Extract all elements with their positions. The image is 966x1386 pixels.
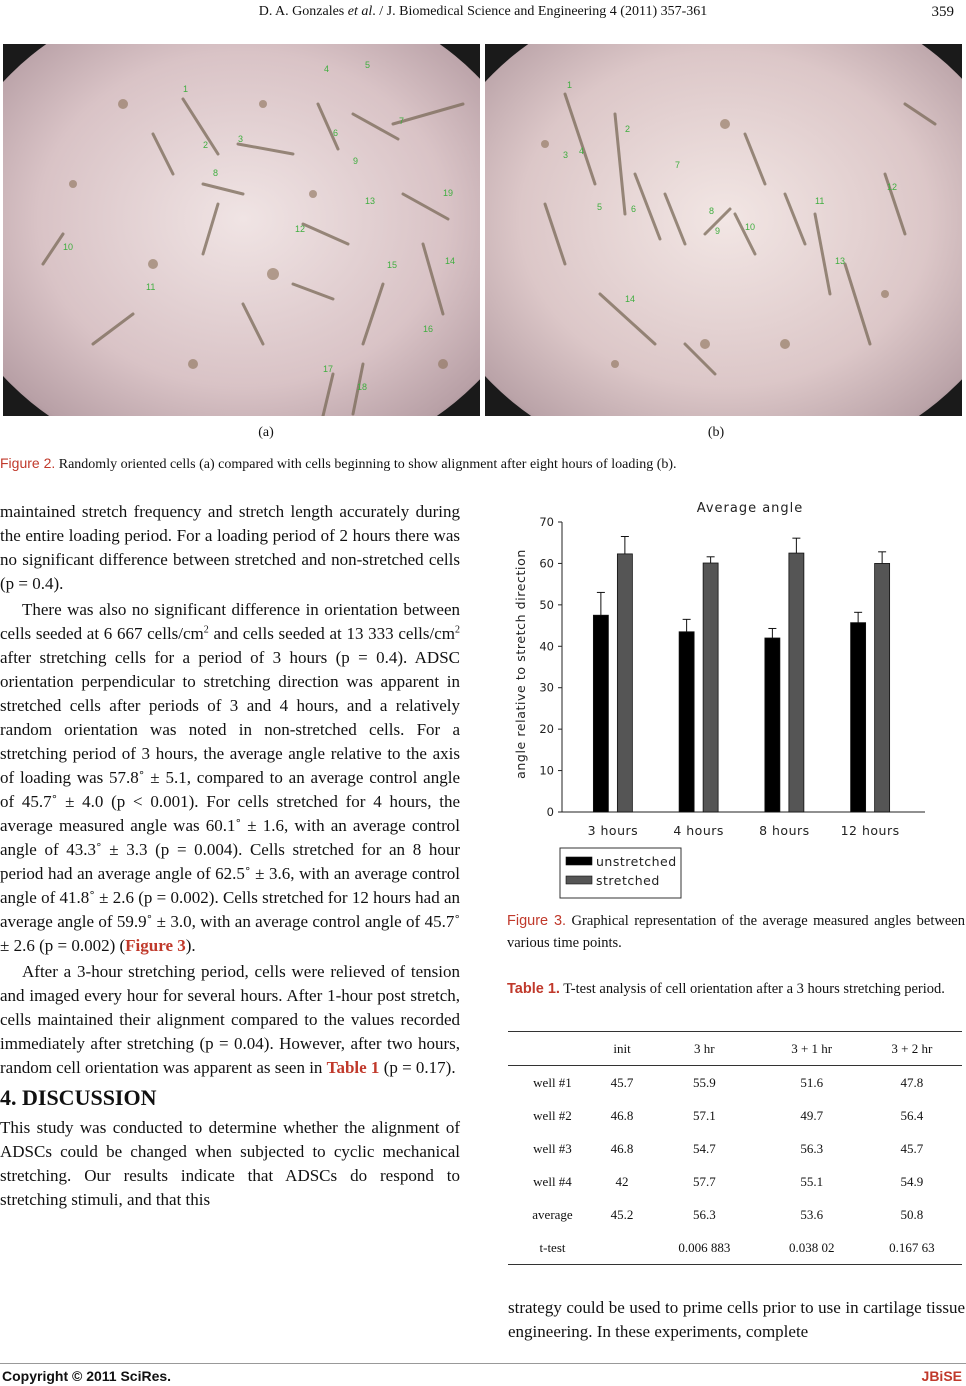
cell-number-a: 1 [183, 84, 189, 94]
bar-stretched [617, 554, 632, 812]
table-cell: 0.167 63 [889, 1239, 935, 1255]
cell-number-b: 6 [631, 204, 637, 214]
legend-swatch [566, 857, 592, 865]
cell-number-b: 2 [625, 124, 631, 134]
paragraph-text: There was also no significant difference in orientation between cells seeded at 6 667 cells/cm [0, 600, 460, 643]
table-cell: 51.6 [800, 1074, 824, 1090]
table-row [508, 1132, 962, 1165]
table-cell: well #2 [533, 1107, 572, 1123]
table-cell: 57.1 [692, 1107, 716, 1123]
chart-legend [560, 848, 681, 898]
cell-number-a: 7 [399, 116, 405, 126]
cell-number-a: 5 [365, 60, 371, 70]
figure2-label: Figure 2. [0, 455, 56, 471]
table-cell: well #3 [533, 1140, 572, 1156]
table-cell: 0.038 02 [788, 1239, 835, 1255]
table1-caption-text: T-test analysis of cell orientation after a 3 hours stretching period. [559, 981, 945, 997]
table-cell: 54.9 [900, 1173, 924, 1189]
superscript: 2 [454, 624, 460, 636]
cell-number-b: 9 [715, 226, 721, 236]
x-tick-label: 3 hours [587, 823, 639, 838]
paragraph: This study was conducted to determine whether the alignment of ADSCs could be changed when subjected to cyclic mechanical stretching. Our results indicate that ADSCs do respond to stretching stimuli, and that this [0, 1118, 460, 1209]
cell-number-a: 3 [238, 134, 244, 144]
table1-caption [507, 978, 965, 1000]
cell-number-b: 4 [579, 146, 585, 156]
cell-number-b: 14 [625, 294, 636, 304]
table-cell: 42 [615, 1173, 629, 1189]
header-journal: . / J. Biomedical Science and Engineering 4 (2011) 357-361 [372, 4, 708, 19]
table-cell: 46.8 [610, 1140, 634, 1156]
table-cell: 56.3 [692, 1206, 716, 1222]
cell-number-a: 19 [443, 188, 454, 198]
panel-a-label: (a) [258, 425, 274, 440]
table-cell: 45.7 [610, 1074, 634, 1090]
table-cell: 57.7 [692, 1173, 716, 1189]
table-header-cell: 3 hr [694, 1040, 715, 1056]
paragraph-text: After a 3-hour stretching period, cells were relieved of tension and imaged every hour for several hours. After 1-hour post stretch, cells maintained their alignment compared to the values recorded immediately after stretching (p = 0.04). However, after two hours, random cell orientation was apparent as seen in [0, 962, 460, 1077]
bar-unstretched [679, 632, 694, 812]
table-cell: 53.6 [800, 1206, 824, 1222]
table-header-cell: 3 + 1 hr [791, 1040, 833, 1056]
table-cell: t-test [539, 1239, 566, 1255]
cell-number-a: 16 [423, 324, 434, 334]
cell-number-b: 11 [815, 196, 825, 206]
bar-stretched [703, 563, 718, 812]
y-tick-label: 10 [539, 763, 554, 778]
chart-title: Average angle [696, 501, 804, 516]
paragraph: maintained stretch frequency and stretch length accurately during the entire loading period. For a loading period of 2 hours there was no significant difference between stretched and non-stretched cells (p = 0.4). [0, 502, 460, 593]
y-axis-label: angle relative to stretch direction [513, 549, 528, 779]
cell-number-b: 8 [709, 206, 715, 216]
y-tick-label: 40 [539, 639, 554, 654]
table-cell: 45.7 [900, 1140, 924, 1156]
cell-number-b: 7 [675, 160, 681, 170]
paragraph-text: ). [185, 936, 196, 955]
table-row [508, 1231, 962, 1265]
paragraph-text: and cells seeded at 13 333 cells/cm [208, 624, 455, 643]
cell-number-b: 13 [835, 256, 846, 266]
cell-number-a: 10 [63, 242, 74, 252]
table-header-cell: init [613, 1040, 631, 1056]
table-cell: 50.8 [900, 1206, 924, 1222]
figure3-caption [507, 910, 965, 954]
table1-link[interactable]: Table 1 [326, 1058, 380, 1077]
table-header-cell [508, 1032, 597, 1066]
table1 [508, 1031, 962, 1265]
bar-stretched [875, 563, 890, 812]
bar-unstretched [765, 638, 780, 812]
table1-label: Table 1. [507, 981, 560, 997]
cell-number-a: 8 [213, 168, 219, 178]
figure3-caption-text: Graphical representation of the average measured angles between various time points. [507, 913, 965, 951]
bar-unstretched [851, 623, 866, 812]
figure2-caption-text: Randomly oriented cells (a) compared with cells beginning to show alignment after eight hours of loading (b). [55, 457, 677, 472]
footer-divider [0, 1363, 966, 1364]
table-cell: average [532, 1206, 573, 1222]
cell-number-a: 9 [353, 156, 359, 166]
legend-label: stretched [596, 873, 660, 888]
panel-b-label: (b) [707, 425, 725, 440]
table-cell [597, 1231, 647, 1265]
cell-number-a: 15 [387, 260, 398, 270]
x-tick-label: 4 hours [673, 823, 724, 838]
footer-journal: JBiSE [921, 1368, 962, 1384]
page-number: 359 [931, 4, 954, 20]
table-cell: well #4 [533, 1173, 572, 1189]
table-cell: 49.7 [800, 1107, 824, 1123]
bar-chart [505, 492, 925, 907]
y-tick-label: 30 [539, 680, 554, 695]
footer-copyright: Copyright © 2011 SciRes. [2, 1368, 172, 1384]
micrograph-panel-b [485, 44, 962, 416]
left-column [0, 500, 460, 1214]
table-cell: well #1 [533, 1074, 572, 1090]
table-cell: 54.7 [692, 1140, 716, 1156]
table-header-row [508, 1032, 962, 1066]
cell-number-a: 13 [365, 196, 376, 206]
cell-number-b: 5 [597, 202, 603, 212]
cell-number-a: 11 [146, 282, 156, 292]
header-authors: D. A. Gonzales [258, 4, 345, 19]
table-cell: 56.3 [800, 1140, 824, 1156]
micrograph-a-image [3, 44, 480, 416]
table-cell: 45.2 [610, 1206, 634, 1222]
table-cell: 56.4 [900, 1107, 924, 1123]
table-row [508, 1165, 962, 1198]
bar-stretched [789, 553, 804, 812]
x-tick-label: 8 hours [759, 823, 810, 838]
bar-unstretched [593, 615, 608, 812]
table-cell: 0.006 883 [678, 1239, 731, 1255]
header-etal: et al [347, 4, 373, 19]
cell-number-a: 6 [333, 128, 339, 138]
chart-bars [588, 537, 900, 839]
table-row [508, 1099, 962, 1132]
table-row [508, 1066, 962, 1100]
table-cell: 47.8 [900, 1074, 924, 1090]
y-tick-label: 0 [546, 805, 554, 819]
micrograph-panel-a [3, 44, 480, 416]
y-tick-label: 70 [539, 515, 554, 529]
cell-number-a: 12 [295, 224, 306, 234]
table-row [508, 1198, 962, 1231]
y-tick-label: 60 [539, 556, 554, 571]
y-tick-label: 50 [539, 597, 554, 612]
paragraph-text: after stretching cells for a period of 3 hours (p = 0.4). ADSC orientation perpendicular to stretching direction was apparent in stretched cells after periods of 3 and 4 hours, and a relatively random orientation was noted in non-stretched cells. For a stretching period of 3 hours, the average angle relative to the axis of loading was 57.8˚ ± 5.1, compared to an average control angle of 45.7˚ ± 4.0 (p < 0.001). For cells stretched for 4 hours, the average measured angle was 60.1˚ ± 1.6, with an average control angle of 43.3˚ ± 3.3 (p = 0.004). Cells stretched for an 8 hour period had an average angle of 62.5˚ ± 3.6, with an average control angle of 41.8˚ ± 2.6 (p = 0.002). Cells stretched for 12 hours had an average angle of 59.9˚ ± 3.0, with an average control angle of 45.7˚ ± 2.6 (p = 0.002) ( [0, 648, 460, 955]
header-citation [0, 4, 966, 20]
table-header-cell: 3 + 2 hr [891, 1040, 933, 1056]
cell-number-b: 12 [887, 182, 898, 192]
data-table [508, 1031, 962, 1265]
cell-number-a: 2 [203, 140, 209, 150]
figure3-label: Figure 3. [507, 913, 567, 929]
cell-number-b: 10 [745, 222, 756, 232]
y-tick-label: 20 [539, 722, 554, 737]
paragraph [0, 598, 460, 958]
cell-number-a: 18 [357, 382, 368, 392]
figure3-chart [505, 492, 925, 907]
superscript: 2 [203, 624, 209, 636]
cell-number-b: 1 [567, 80, 573, 90]
cell-number-a: 17 [323, 364, 334, 374]
cell-number-a: 14 [445, 256, 456, 266]
micrograph-b-image [485, 44, 962, 416]
legend-swatch [566, 876, 592, 884]
cell-number-b: 3 [563, 150, 569, 160]
paragraph [0, 960, 460, 1080]
x-tick-label: 12 hours [840, 823, 900, 838]
paragraph-text: (p = 0.17). [379, 1058, 456, 1077]
figure3-link[interactable]: Figure 3 [125, 936, 186, 955]
figure2-caption [0, 455, 966, 473]
table-cell: 55.9 [692, 1074, 716, 1090]
cell-number-a: 4 [324, 64, 330, 74]
section-heading: 4. DISCUSSION [0, 1085, 157, 1110]
table-cell: 55.1 [800, 1173, 824, 1189]
legend-label: unstretched [596, 854, 677, 869]
table-cell: 46.8 [610, 1107, 634, 1123]
running-header [0, 4, 966, 26]
right-column-text: strategy could be used to prime cells prior to use in cartilage tissue engineering. In these experiments, complete [508, 1298, 965, 1341]
